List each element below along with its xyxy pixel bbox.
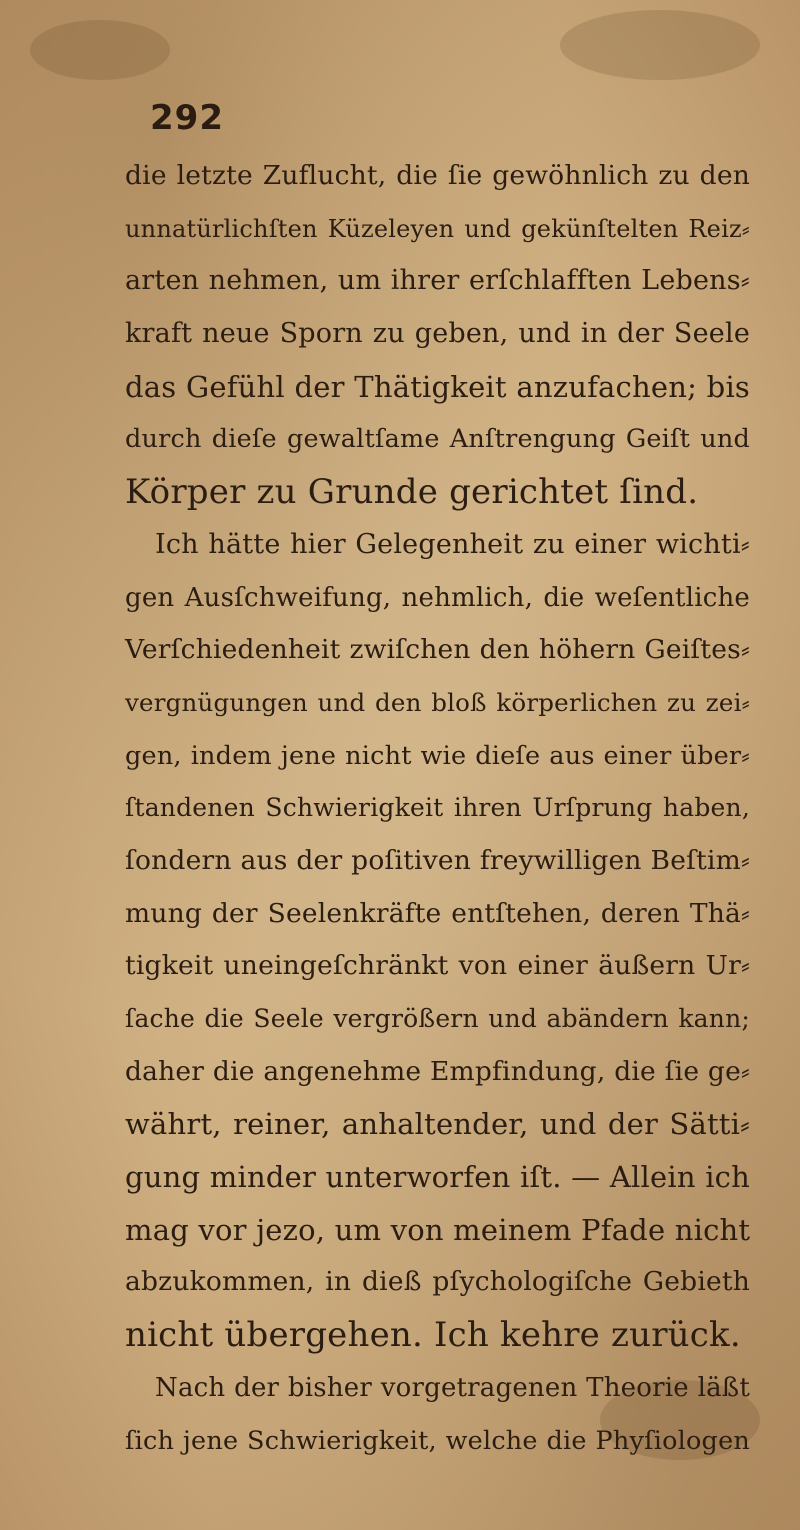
text-line: mag vor jezo, um von meinem Pfade nicht (125, 1212, 751, 1247)
text-line: kraft neue Sporn zu geben, und in der Seele (125, 318, 750, 350)
body-text (125, 150, 750, 1467)
text-line: ſtandenen Schwierigkeit ihren Urſprung haben, (125, 793, 750, 823)
text-line: Verſchiedenheit zwiſchen den höhern Geiſtes⸗ (125, 634, 750, 666)
text-line: ſache die Seele vergrößern und abändern kann; (125, 1004, 750, 1033)
text-line: durch dieſe gewaltſame Anſtrengung Geiſt und (125, 424, 750, 455)
text-line: ſondern aus der poſitiven freywilligen Beſtim⸗ (125, 844, 750, 876)
text-line: Nach der bisher vorgetragenen Theorie läßt (155, 1372, 750, 1403)
text-line: ſich jene Schwierigkeit, welche die Phyſiologen (125, 1425, 750, 1456)
text-line: Ich hätte hier Gelegenheit zu einer wichti⸗ (155, 528, 750, 560)
paper-stain (560, 10, 760, 80)
text-line: nicht übergehen. Ich kehre zurück. (125, 1315, 741, 1356)
text-line: vergnügungen und den bloß körperlichen zu zei⸗ (125, 687, 750, 717)
text-line: unnatürlichſten Küzeleyen und gekünſtelten Reiz⸗ (125, 214, 750, 243)
text-line: daher die angenehme Empfindung, die ſie ge⸗ (125, 1055, 750, 1087)
text-line: Körper zu Grunde gerichtet ſind. (125, 472, 699, 513)
paper-stain (30, 20, 170, 80)
text-line: gen Ausſchweifung, nehmlich, die weſentliche (125, 582, 750, 613)
text-line: gen, indem jene nicht wie dieſe aus einer über⸗ (125, 740, 750, 771)
text-line: die letzte Zuflucht, die ſie gewöhnlich zu den (125, 160, 750, 191)
text-line: arten nehmen, um ihrer erſchlafften Lebens⸗ (125, 265, 750, 297)
text-line: das Gefühl der Thätigkeit anzufachen; bis (125, 369, 750, 404)
page-number: 292 (150, 98, 224, 138)
text-line: mung der Seelenkräfte entſtehen, deren Thä⸗ (125, 897, 750, 929)
text-line: tigkeit uneingeſchränkt von einer äußern Ur⸗ (125, 950, 750, 982)
text-line: abzukommen, in dieß pſychologiſche Gebieth (125, 1266, 750, 1298)
text-line: gung minder unterworfen iſt. — Allein ich (125, 1160, 750, 1195)
text-line: währt, reiner, anhaltender, und der Sätti⸗ (125, 1107, 750, 1142)
